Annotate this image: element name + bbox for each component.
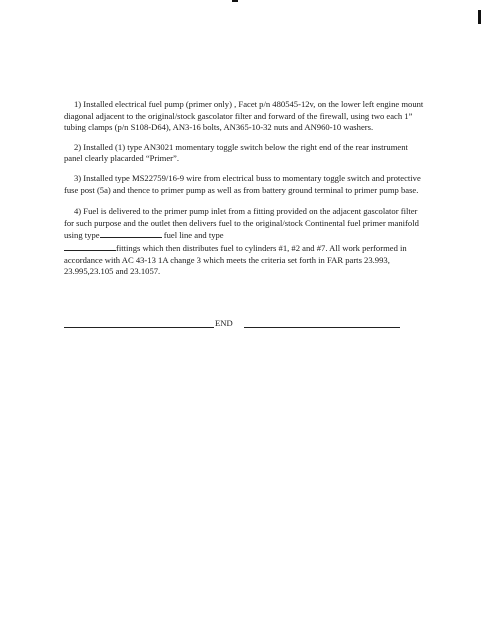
paragraph-4 (64, 206, 424, 278)
end-rule-right (244, 327, 400, 328)
paragraph-4-part-2: fuel line and type (161, 230, 224, 241)
end-rule-left (64, 327, 214, 328)
paragraph-4-part-1: 4) Fuel is delivered to the primer pump inlet from a fitting provided on the adjacent gascolator filter for such purpose and the outlet then delivers fuel to the original/stock Continental fuel primer manifold using type (64, 206, 419, 241)
fuel-line-type-blank (100, 229, 162, 238)
paragraph-2: 2) Installed (1) type AN3021 momentary toggle switch below the right end of the rear instrument panel clearly placarded “Primer”. (64, 141, 408, 164)
paragraph-1: 1) Installed electrical fuel pump (primer only) , Facet p/n 480545-12v, on the lower left engine mount diagonal adjacent to the original/stock gascolator filter and forward of the firewall, using two each 1” tubing clamps (p/n S108-D64), AN3-16 bolts, AN365-10-32 nuts and AN960-10 washers. (64, 99, 424, 133)
end-marker (64, 318, 430, 332)
fittings-type-blank (64, 242, 116, 251)
paragraph-4-part-3: fittings which then distributes fuel to cylinders #1, #2 and #7. All work performed in accordance with AC 43-13 1A change 3 which meets the criteria set forth in FAR parts 23.993, 23.995,23.105 and 23.1057. (64, 242, 407, 277)
scan-artifact-right (478, 10, 481, 24)
end-label: END (215, 318, 233, 328)
document-body (64, 99, 424, 286)
scan-artifact-top (232, 0, 238, 2)
paragraph-3: 3) Installed type MS22759/16-9 wire from electrical buss to momentary toggle switch and protective fuse post (5a) and thence to primer pump as well as from battery ground terminal to primer pump base. (64, 172, 421, 195)
